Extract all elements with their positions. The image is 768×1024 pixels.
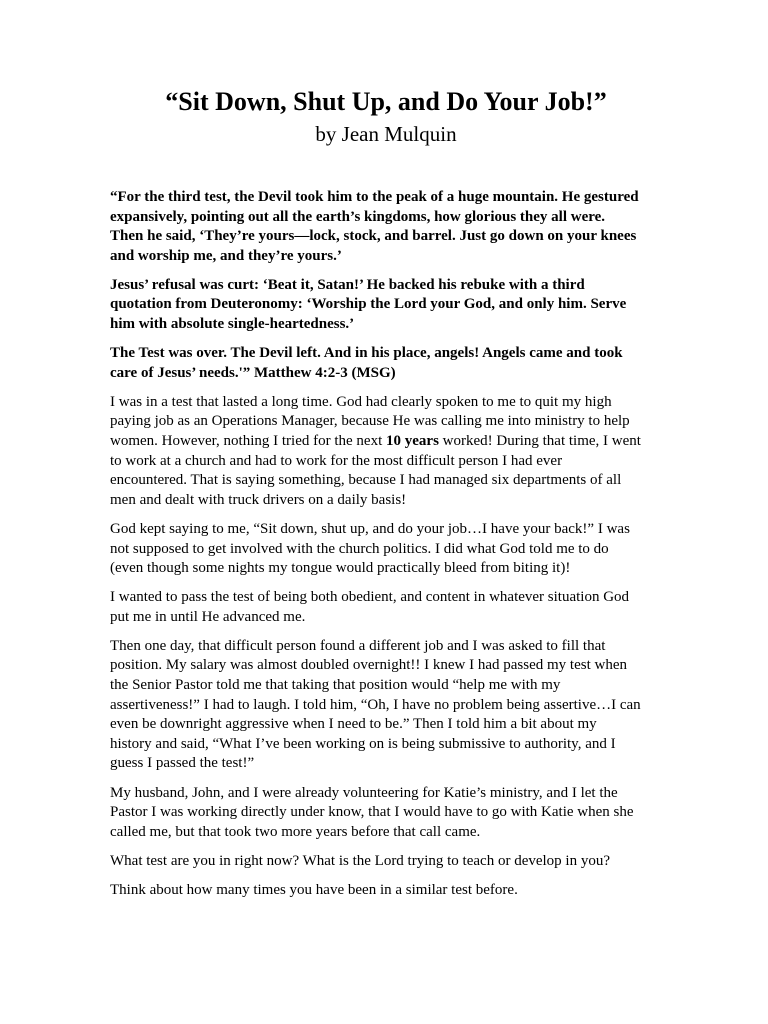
text-line: him with absolute single-heartedness.’	[110, 316, 355, 333]
text-line: (even though some nights my tongue would practically bleed from biting it)!	[110, 560, 571, 577]
text-line: even be downright aggressive when I need to be.” Then I told him a bit about my	[110, 716, 597, 733]
document-title: “Sit Down, Shut Up, and Do Your Job!”	[165, 87, 607, 116]
text-line: paying job as an Operations Manager, because He was calling me into ministry to help	[110, 413, 630, 430]
text-fragment: worked! During that time, I went	[438, 433, 641, 450]
text-line: not supposed to get involved with the church politics. I did what God told me to do	[110, 540, 609, 557]
text-line: My husband, John, and I were already volunteering for Katie’s ministry, and I let the	[110, 784, 618, 801]
body-paragraph	[110, 637, 662, 774]
text-line: men and dealt with truck drivers on a daily basis!	[110, 491, 407, 508]
body-paragraph	[110, 852, 662, 872]
text-line: history and said, “What I’ve been working on is being submissive to authority, and I	[110, 735, 616, 752]
text-line: The Test was over. The Devil left. And in his place, angels! Angels came and took	[110, 345, 623, 362]
document-page	[110, 86, 662, 910]
text-line: encountered. That is saying something, because I had managed six departments of all	[110, 472, 622, 489]
text-line: Then one day, that difficult person found a different job and I was asked to fill that	[110, 637, 606, 654]
scripture-quote-paragraph	[110, 344, 662, 383]
document-byline: by Jean Mulquin	[315, 122, 457, 146]
text-line: position. My salary was almost doubled overnight!! I knew I had passed my test when	[110, 657, 627, 674]
text-line: the Senior Pastor told me that taking that position would “help me with my	[110, 677, 561, 694]
text-line: called me, but that took two more years before that call came.	[110, 823, 481, 840]
text-fragment: women. However, nothing I tried for the next	[110, 433, 386, 450]
scripture-quote-paragraph	[110, 276, 662, 335]
emphasis-ten-years: 10 years	[386, 433, 439, 450]
body-paragraph	[110, 393, 662, 511]
text-line: and worship me, and they’re yours.’	[110, 247, 342, 264]
text-line: assertiveness!” I had to laugh. I told him, “Oh, I have no problem being assertive…I can	[110, 696, 641, 713]
text-line: I was in a test that lasted a long time. God had clearly spoken to me to quit my high	[110, 393, 612, 410]
text-line: Jesus’ refusal was curt: ‘Beat it, Satan!’ He backed his rebuke with a third	[110, 276, 585, 293]
text-line	[110, 432, 662, 452]
text-line: put me in until He advanced me.	[110, 608, 306, 625]
text-line: to work at a church and had to work for the most difficult person I had ever	[110, 452, 563, 469]
text-line: expansively, pointing out all the earth’s kingdoms, how glorious they all were.	[110, 208, 606, 225]
text-line: quotation from Deuteronomy: ‘Worship the Lord your God, and only him. Serve	[110, 296, 627, 313]
text-line: guess I passed the test!”	[110, 755, 255, 772]
body-paragraph	[110, 520, 662, 579]
text-line: I wanted to pass the test of being both obedient, and content in whatever situation God	[110, 589, 630, 606]
text-line: “For the third test, the Devil took him to the peak of a huge mountain. He gestured	[110, 189, 639, 205]
text-line: Then he said, ‘They’re yours—lock, stock, and barrel. Just go down on your knees	[110, 228, 637, 245]
body-paragraph	[110, 588, 662, 627]
text-line: God kept saying to me, “Sit down, shut up, and do your job…I have your back!” I was	[110, 520, 630, 537]
text-line: What test are you in right now? What is the Lord trying to teach or develop in you?	[110, 852, 611, 869]
text-line: Think about how many times you have been in a similar test before.	[110, 881, 518, 898]
body-paragraph	[110, 881, 662, 901]
text-line: Pastor I was working directly under know, that I would have to go with Katie when she	[110, 804, 634, 821]
document-body	[110, 188, 662, 901]
text-line: care of Jesus’ needs.'” Matthew 4:2-3 (MSG)	[110, 364, 396, 381]
body-paragraph	[110, 784, 662, 843]
scripture-quote-paragraph	[110, 188, 662, 266]
